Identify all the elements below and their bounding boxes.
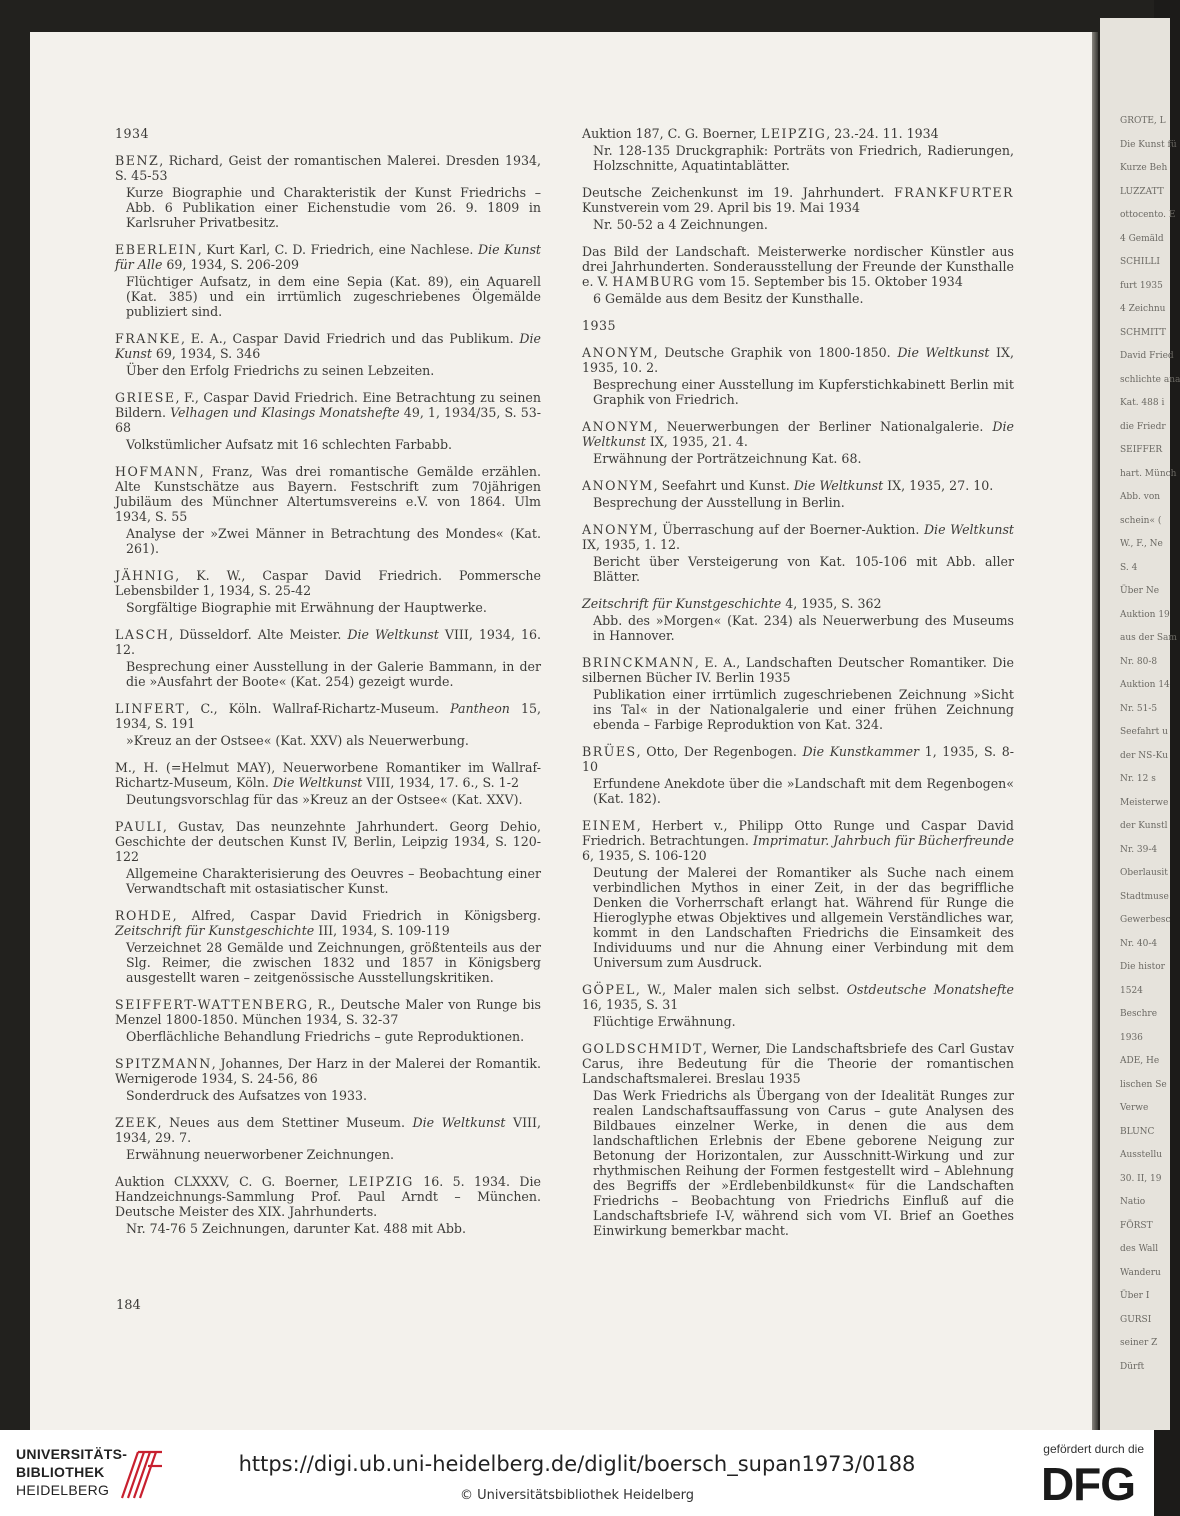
bibliography-entry bbox=[115, 568, 541, 615]
next-page-fragment: Dürft bbox=[1120, 1361, 1145, 1372]
entry-citation-tail: VIII, 1934, 17. 6., S. 1-2 bbox=[362, 775, 519, 790]
entry-citation bbox=[582, 1041, 1014, 1086]
entry-citation bbox=[115, 390, 541, 435]
next-page-fragment: schlichte ana bbox=[1120, 374, 1180, 385]
entry-journal: Die Weltkunst bbox=[582, 419, 1014, 449]
next-page-fragment: Wanderu bbox=[1120, 1267, 1161, 1278]
entry-annotation: Deutung der Malerei der Romantiker als Suche nach einem verbindlichen Mythos in einer Zeit, in der das begriffliche Denken die Vorherrschaft erlangt hat. Während für Runge die Hieroglyphe etwas Objektives und allgemein Verständliches war, kommt in den Landschaften Friedrichs die Einsamkeit des Individuums und nur die Ahnung einer Verbindung mit dem Universum zum Ausdruck. bbox=[593, 865, 1014, 970]
entry-author: HOFMANN bbox=[115, 464, 200, 479]
entry-annotation: Flüchtiger Aufsatz, in dem eine Sepia (Kat. 89), ein Aquarell (Kat. 385) und ein irrtümlich zugeschriebenes Ölgemälde publiziert sind. bbox=[126, 274, 541, 319]
entry-citation-text: Kunstverein vom 29. April bis 19. Mai 1934 bbox=[582, 200, 861, 215]
entry-author: JÄHNIG bbox=[115, 568, 176, 583]
entry-citation bbox=[582, 655, 1014, 685]
entry-author: LEIPZIG bbox=[348, 1174, 414, 1189]
next-page-fragment: Abb. von bbox=[1120, 492, 1161, 502]
next-page-fragment: ottocento. E bbox=[1120, 210, 1176, 220]
next-page-edge bbox=[1100, 18, 1180, 1430]
entry-annotation: Besprechung der Ausstellung in Berlin. bbox=[593, 495, 845, 510]
entry-citation bbox=[582, 419, 1014, 449]
entry-journal: Zeitschrift für Kunstgeschichte bbox=[115, 923, 315, 938]
dfg-logo-icon bbox=[1032, 1458, 1144, 1510]
next-page-fragment: aus der Sam bbox=[1120, 633, 1177, 643]
next-page-fragment: Beschre bbox=[1120, 1009, 1158, 1019]
next-page-fragment: Verwe bbox=[1120, 1103, 1149, 1113]
entry-journal: Imprimatur. Jahrbuch für Bücherfreunde bbox=[752, 833, 1014, 848]
dfg-funding[interactable] bbox=[1024, 1442, 1144, 1508]
next-page-fragment: GROTE, L bbox=[1120, 116, 1166, 126]
bibliography-entry bbox=[115, 390, 541, 452]
library-name-line3: HEIDELBERG bbox=[16, 1482, 110, 1498]
entry-author: SPITZMANN bbox=[115, 1056, 212, 1071]
entry-annotation: Volkstümlicher Aufsatz mit 16 schlechten Farbabb. bbox=[126, 437, 453, 452]
entry-citation-text: , Alfred, Caspar David Friedrich in Königsberg. bbox=[172, 908, 541, 923]
entry-citation-text: , F., Caspar David Friedrich. Eine Betrachtung zu seinen Bildern. bbox=[115, 390, 541, 420]
entry-annotation: »Kreuz an der Ostsee« (Kat. XXV) als Neuerwerbung. bbox=[126, 733, 469, 748]
next-page-fragment: Nr. 40-4 bbox=[1120, 938, 1158, 949]
next-page-fragment: Natio bbox=[1120, 1197, 1146, 1207]
next-page-fragment: Die histor bbox=[1120, 962, 1165, 972]
next-page-fragment: Ausstellu bbox=[1120, 1150, 1163, 1160]
bibliography-entry bbox=[582, 818, 1014, 970]
entry-citation bbox=[582, 185, 1014, 215]
entry-journal: Die Weltkunst bbox=[272, 775, 363, 790]
entry-citation-text: M., H. (=Helmut MAY), Neuerworbene Romantiker im Wallraf-Richartz-Museum, Köln. bbox=[115, 760, 541, 790]
entry-journal: Ostdeutsche Monatshefte bbox=[846, 982, 1014, 997]
entry-citation-text: , Neues aus dem Stettiner Museum. bbox=[157, 1115, 413, 1130]
entry-annotation: Analyse der »Zwei Männer in Betrachtung des Mondes« (Kat. 261). bbox=[126, 526, 541, 556]
next-page-fragment: Nr. 80-8 bbox=[1120, 656, 1158, 667]
entry-citation bbox=[115, 331, 541, 361]
entry-prefix: Auktion 187, C. G. Boerner, bbox=[582, 126, 761, 141]
next-page-fragment: der Kunstl bbox=[1120, 821, 1168, 831]
entry-citation-tail: VIII, 1934, 16. 12. bbox=[115, 627, 541, 657]
entry-author: ANONYM bbox=[582, 478, 654, 493]
entry-citation-text: , Seefahrt und Kunst. bbox=[653, 478, 794, 493]
entry-citation-text: , Herbert v., Philipp Otto Runge und Caspar David Friedrich. Betrachtungen. bbox=[582, 818, 1014, 848]
entry-author: HAMBURG bbox=[612, 274, 696, 289]
entry-citation-tail: VIII, 1934, 29. 7. bbox=[115, 1115, 542, 1145]
bibliography-entry bbox=[582, 1041, 1014, 1238]
entry-citation-tail: 16, 1935, S. 31 bbox=[582, 997, 679, 1012]
entry-author: GOLDSCHMIDT bbox=[582, 1041, 703, 1056]
next-page-fragment: SEIFFER bbox=[1120, 445, 1163, 455]
entry-citation bbox=[582, 744, 1014, 774]
bibliography-entry bbox=[115, 1174, 541, 1236]
entry-author: BRINCKMANN bbox=[582, 655, 695, 670]
entry-citation-text: , Düsseldorf. Alte Meister. bbox=[169, 627, 348, 642]
entry-author: EBERLEIN bbox=[115, 242, 198, 257]
entry-annotation: Nr. 50-52 a 4 Zeichnungen. bbox=[593, 217, 768, 232]
bibliography-entry bbox=[115, 331, 541, 378]
entry-journal: Velhagen und Klasings Monatshefte bbox=[170, 405, 400, 420]
entry-prefix: Deutsche Zeichenkunst im 19. Jahrhundert. bbox=[582, 185, 895, 200]
entry-author: ANONYM bbox=[582, 419, 654, 434]
entry-citation-tail: IX, 1935, 10. 2. bbox=[582, 345, 1015, 375]
entry-journal: Pantheon bbox=[450, 701, 510, 716]
next-page-fragment: SCHMITT bbox=[1120, 327, 1166, 338]
next-page-fragment: Meisterwe bbox=[1120, 797, 1169, 808]
entry-citation bbox=[115, 1174, 541, 1219]
entry-citation-text: , K. W., Caspar David Friedrich. Pommersche Lebensbilder 1, 1934, S. 25-42 bbox=[115, 568, 541, 598]
entry-citation-tail: IX, 1935, 21. 4. bbox=[645, 434, 748, 449]
entry-author: BRÜES bbox=[582, 744, 637, 759]
entry-journal: Die Weltkunst bbox=[347, 627, 439, 642]
entry-annotation: Publikation einer irrtümlich zugeschriebenen Zeichnung »Sicht ins Tal« in der Nationalgalerie und einer frühen Zeichnung ebenda – Farbige Reproduktion von Kat. 324. bbox=[593, 687, 1014, 732]
entry-annotation: Abb. des »Morgen« (Kat. 234) als Neuerwerbung des Museums in Hannover. bbox=[593, 613, 1014, 643]
entry-annotation: Flüchtige Erwähnung. bbox=[593, 1014, 736, 1029]
next-page-fragment: 1524 bbox=[1120, 985, 1143, 996]
page-spine-shadow bbox=[1092, 32, 1098, 1430]
right-entries-1934 bbox=[582, 126, 1014, 306]
entry-journal: Die Kunst für Alle bbox=[115, 242, 541, 272]
entry-citation-tail: 6, 1935, S. 106-120 bbox=[582, 848, 707, 863]
entry-citation bbox=[582, 126, 1014, 141]
year-heading-1934: 1934 bbox=[115, 126, 150, 141]
entry-annotation: Besprechung einer Ausstellung im Kupferstichkabinett Berlin mit Graphik von Friedrich. bbox=[593, 377, 1014, 407]
entry-annotation: Bericht über Versteigerung von Kat. 105-106 mit Abb. aller Blätter. bbox=[593, 554, 1014, 584]
entry-author: FRANKFURTER bbox=[894, 185, 1014, 200]
funded-by-label: gefördert durch die bbox=[1043, 1442, 1144, 1456]
bibliography-entry bbox=[582, 345, 1014, 407]
next-page-fragment: 30. II, 19 bbox=[1120, 1173, 1162, 1184]
next-page-fragment: Auktion 19 bbox=[1120, 609, 1170, 620]
entry-citation-tail: 69, 1934, S. 206-209 bbox=[162, 257, 300, 272]
next-page-fragment: BLUNC bbox=[1120, 1126, 1155, 1137]
next-page-fragment: 1936 bbox=[1120, 1032, 1143, 1043]
bibliography-entry bbox=[582, 185, 1014, 232]
left-column bbox=[115, 126, 541, 1248]
left-entries bbox=[115, 153, 541, 1236]
entry-citation bbox=[582, 982, 1014, 1012]
next-page-fragment: Auktion 14 bbox=[1120, 680, 1170, 690]
entry-citation-tail: 1, 1935, S. 8-10 bbox=[582, 744, 1014, 774]
entry-annotation: Oberflächliche Behandlung Friedrichs – gute Reproduktionen. bbox=[126, 1029, 525, 1044]
next-page-fragment: LUZZATT bbox=[1120, 186, 1164, 197]
next-page-fragment: der NS-Ku bbox=[1120, 750, 1168, 761]
dfg-logo-text: DFG bbox=[1040, 1458, 1136, 1510]
entry-author: GÖPEL bbox=[582, 982, 636, 997]
entry-author: EINEM bbox=[582, 818, 637, 833]
entry-citation-text: , Deutsche Graphik von 1800-1850. bbox=[653, 345, 898, 360]
entry-citation bbox=[115, 464, 541, 524]
entry-annotation: Erwähnung neuerworbener Zeichnungen. bbox=[126, 1147, 394, 1162]
entry-prefix: Das Bild der Landschaft. Meisterwerke nordischer Künstler aus drei Jahrhunderten. Sonderausstellung der Freunde der Kunsthalle e. V. bbox=[582, 244, 1014, 289]
entry-citation-text: , E. A., Landschaften Deutscher Romantiker. Die silbernen Bücher IV. Berlin 1935 bbox=[582, 655, 1014, 685]
right-column bbox=[582, 126, 1014, 1250]
next-page-fragment: Nr. 51-5 bbox=[1120, 703, 1158, 714]
entry-citation bbox=[582, 596, 1014, 611]
next-page-fragment: Kat. 488 i bbox=[1120, 398, 1165, 408]
entry-citation-text: , Otto, Der Regenbogen. bbox=[636, 744, 803, 759]
entry-citation bbox=[115, 242, 541, 272]
bibliography-entry bbox=[582, 419, 1014, 466]
entry-annotation: 6 Gemälde aus dem Besitz der Kunsthalle. bbox=[593, 291, 864, 306]
bibliography-entry bbox=[582, 126, 1014, 173]
entry-author: ROHDE bbox=[115, 908, 173, 923]
entry-citation bbox=[115, 1056, 541, 1086]
right-entries-1935 bbox=[582, 345, 1014, 1238]
entry-citation bbox=[115, 760, 541, 790]
entry-citation-text: , 23.-24. 11. 1934 bbox=[826, 126, 939, 141]
page-number: 184 bbox=[116, 1298, 141, 1313]
bibliography-entry bbox=[115, 819, 541, 896]
entry-author: SEIFFERT-WATTENBERG bbox=[115, 997, 309, 1012]
bibliography-entry bbox=[582, 244, 1014, 306]
bibliography-entry bbox=[115, 242, 541, 319]
entry-citation-tail: 4, 1935, S. 362 bbox=[781, 596, 882, 611]
entry-citation-tail: 15, 1934, S. 191 bbox=[115, 701, 541, 731]
entry-annotation: Sorgfältige Biographie mit Erwähnung der Hauptwerke. bbox=[126, 600, 487, 615]
entry-citation-text: , Werner, Die Landschaftsbriefe des Carl Gustav Carus, ihre Bedeutung für die Theorie der romantischen Landschaftsmalerei. Breslau 1935 bbox=[582, 1041, 1014, 1086]
next-page-fragment: die Friedr bbox=[1120, 421, 1166, 432]
entry-citation-text: , W., Maler malen sich selbst. bbox=[635, 982, 847, 997]
next-page-fragment: lischen Se bbox=[1120, 1079, 1167, 1090]
permalink-url[interactable]: https://digi.ub.uni-heidelberg.de/diglit/boersch_supan1973/0188 bbox=[238, 1452, 916, 1476]
entry-annotation: Erwähnung der Porträtzeichnung Kat. 68. bbox=[593, 451, 862, 466]
entry-citation-text: , Überraschung auf der Boerner-Auktion. bbox=[653, 522, 924, 537]
entry-citation bbox=[582, 522, 1014, 552]
entry-citation-text: , Neuerwerbungen der Berliner Nationalgalerie. bbox=[653, 419, 993, 434]
entry-author: LINFERT bbox=[115, 701, 186, 716]
entry-citation bbox=[115, 627, 541, 657]
next-page-fragment: seiner Z bbox=[1120, 1338, 1158, 1348]
entry-journal: Die Weltkunst bbox=[923, 522, 1014, 537]
bibliography-entry bbox=[115, 627, 541, 689]
entry-citation-text: , R., Deutsche Maler von Runge bis Menzel 1800-1850. München 1934, S. 32-37 bbox=[115, 997, 541, 1027]
entry-author: ANONYM bbox=[582, 522, 654, 537]
viewer-footer bbox=[0, 1430, 1154, 1516]
entry-citation-tail: III, 1934, S. 109-119 bbox=[314, 923, 450, 938]
next-page-fragment: Seefahrt u bbox=[1120, 727, 1168, 737]
next-page-fragment: 4 Gemäld bbox=[1120, 233, 1164, 244]
entry-citation bbox=[582, 345, 1014, 375]
entry-journal: Die Kunst bbox=[115, 331, 541, 361]
entry-annotation: Das Werk Friedrichs als Übergang von der Idealität Runges zur realen Landschaftsauffassung von Carus – gute Analysen des Bildbaues einzelner Werke, in denen die aus dem landschaftlichen Erlebnis der Ebene geborene Neigung zur Betonung der Horizontalen, zur Ausschnitt-Wirkung und zur rhythmischen Reihung der Formen festgestellt wird – Ablehnung des Begriffs der »Erdlebenbildkunst« für die Landschaften Friedrichs – Beobachtung von Friedrichs Einfluß auf die Landschaftsbriefe I-V, während sich vom VI. Brief an Goethes Einwirkung bemerkbar macht. bbox=[593, 1088, 1014, 1238]
entry-prefix: Auktion CLXXXV, C. G. Boerner, bbox=[115, 1174, 349, 1189]
next-page-fragment: schein« ( bbox=[1120, 515, 1162, 526]
next-page-fragment: Oberlausit bbox=[1120, 868, 1168, 878]
bibliography-entry bbox=[582, 522, 1014, 584]
entry-journal: Die Weltkunst bbox=[412, 1115, 506, 1130]
year-heading-1935: 1935 bbox=[582, 318, 617, 333]
entry-citation-text: , Gustav, Das neunzehnte Jahrhundert. Georg Dehio, Geschichte der deutschen Kunst IV, Berlin, Leipzig 1934, S. 120-122 bbox=[115, 819, 541, 864]
entry-annotation: Erfundene Anekdote über die »Landschaft mit dem Regenbogen« (Kat. 182). bbox=[593, 776, 1014, 806]
bibliography-entry bbox=[115, 464, 541, 556]
entry-annotation: Besprechung einer Ausstellung in der Galerie Bammann, in der die »Ausfahrt der Boote« (Kat. 254) gezeigt wurde. bbox=[126, 659, 541, 689]
entry-citation-text: , E. A., Caspar David Friedrich und das Publikum. bbox=[180, 331, 520, 346]
entry-citation bbox=[115, 153, 541, 183]
entry-citation bbox=[115, 701, 541, 731]
entry-citation-text: vom 15. September bis 15. Oktober 1934 bbox=[695, 274, 963, 289]
entry-citation bbox=[115, 997, 541, 1027]
entry-annotation: Nr. 128-135 Druckgraphik: Porträts von Friedrich, Radierungen, Holzschnitte, Aquatintablätter. bbox=[593, 143, 1014, 173]
entry-citation-text: , Franz, Was drei romantische Gemälde erzählen. Alte Kunstschätze aus Bayern. Festschrift zum 70jährigen Jubiläum des Münchner Altertumsvereins e.V. von 1864. Ulm 1934, S. 55 bbox=[115, 464, 541, 524]
entry-annotation: Über den Erfolg Friedrichs zu seinen Lebzeiten. bbox=[126, 363, 435, 378]
entry-citation-text: , C., Köln. Wallraf-Richartz-Museum. bbox=[185, 701, 451, 716]
bibliography-entry bbox=[582, 478, 1014, 510]
entry-journal: Zeitschrift für Kunstgeschichte bbox=[582, 596, 782, 611]
bibliography-entry bbox=[115, 908, 541, 985]
bibliography-entry bbox=[582, 596, 1014, 643]
next-page-fragment: Nr. 12 s bbox=[1120, 774, 1156, 784]
bibliography-entry bbox=[115, 1115, 541, 1162]
entry-author: GRIESE bbox=[115, 390, 176, 405]
bibliography-entry bbox=[115, 997, 541, 1044]
bibliography-entry bbox=[582, 744, 1014, 806]
entry-journal: Die Weltkunst bbox=[793, 478, 884, 493]
entry-author: LASCH bbox=[115, 627, 170, 642]
next-page-fragment: SCHILLI bbox=[1120, 257, 1160, 267]
entry-author: BENZ bbox=[115, 153, 160, 168]
entry-author: ANONYM bbox=[582, 345, 654, 360]
next-page-fragment: des Wall bbox=[1120, 1244, 1159, 1254]
entry-citation bbox=[582, 244, 1014, 289]
next-page-fragment: Nr. 39-4 bbox=[1120, 844, 1158, 855]
entry-annotation: Allgemeine Charakterisierung des Oeuvres – Beobachtung einer Verwandtschaft mit ostasiatischer Kunst. bbox=[126, 866, 541, 896]
next-page-fragment: S. 4 bbox=[1120, 562, 1138, 573]
next-page-fragment: David Fried bbox=[1120, 351, 1174, 361]
next-page-fragment: 4 Zeichnu bbox=[1120, 304, 1166, 314]
next-page-fragment: GURSI bbox=[1120, 1314, 1152, 1325]
entry-annotation: Deutungsvorschlag für das »Kreuz an der Ostsee« (Kat. XXV). bbox=[126, 792, 523, 807]
bibliography-entry bbox=[582, 655, 1014, 732]
bibliography-entry bbox=[582, 982, 1014, 1029]
entry-annotation: Sonderdruck des Aufsatzes von 1933. bbox=[126, 1088, 368, 1103]
entry-journal: Die Weltkunst bbox=[897, 345, 990, 360]
next-page-fragment: Über Ne bbox=[1120, 586, 1160, 596]
entry-citation-tail: 49, 1, 1934/35, S. 53-68 bbox=[115, 405, 542, 435]
library-name-line1: UNIVERSITÄTS- bbox=[16, 1446, 128, 1462]
next-page-fragment: furt 1935 bbox=[1120, 280, 1163, 291]
bibliography-entry bbox=[115, 1056, 541, 1103]
entry-annotation: Kurze Biographie und Charakteristik der Kunst Friedrichs – Abb. 6 Publikation einer Eichenstudie vom 26. 9. 1809 in Karlsruher Privatbesitz. bbox=[126, 185, 541, 230]
entry-journal: Die Kunstkammer bbox=[802, 744, 920, 759]
entry-author: FRANKE bbox=[115, 331, 181, 346]
next-page-fragment: Kurze Beh bbox=[1120, 163, 1168, 173]
entry-citation-text: , Johannes, Der Harz in der Malerei der Romantik. Wernigerode 1934, S. 24-56, 86 bbox=[115, 1056, 541, 1086]
entry-citation bbox=[115, 1115, 541, 1145]
next-page-fragment: FÖRST bbox=[1120, 1220, 1153, 1231]
next-page-fragment: Die Kunst fü bbox=[1120, 139, 1177, 150]
next-page-fragment: Gewerbesc bbox=[1120, 915, 1171, 925]
next-page-fragment: W., F., Ne bbox=[1120, 539, 1163, 549]
entry-citation bbox=[582, 818, 1014, 863]
entry-citation-tail: 69, 1934, S. 346 bbox=[151, 346, 261, 361]
entry-citation-tail: IX, 1935, 27. 10. bbox=[883, 478, 994, 493]
entry-citation bbox=[115, 568, 541, 598]
next-page-fragment: ADE, He bbox=[1120, 1056, 1160, 1066]
entry-citation bbox=[115, 819, 541, 864]
entry-author: PAULI bbox=[115, 819, 163, 834]
next-page-fragment: Stadtmuse bbox=[1120, 891, 1169, 902]
entry-annotation: Verzeichnet 28 Gemälde und Zeichnungen, größtenteils aus der Slg. Reimer, die zwischen 1832 und 1857 in Königsberg ausgestellt waren – zeitgenössische Ausstellungskritiken. bbox=[126, 940, 541, 985]
entry-author: ZEEK bbox=[115, 1115, 158, 1130]
entry-citation bbox=[582, 478, 1014, 493]
entry-citation-text: , Richard, Geist der romantischen Malerei. Dresden 1934, S. 45-53 bbox=[115, 153, 541, 183]
entry-citation-text: 16. 5. 1934. Die Handzeichnungs-Sammlung Prof. Paul Arndt – München. Deutsche Meister des XIX. Jahrhunderts. bbox=[115, 1174, 541, 1219]
copyright-notice: © Universitätsbibliothek Heidelberg bbox=[459, 1488, 694, 1503]
entry-annotation: Nr. 74-76 5 Zeichnungen, darunter Kat. 488 mit Abb. bbox=[126, 1221, 466, 1236]
bibliography-entry bbox=[115, 153, 541, 230]
bibliography-entry bbox=[115, 760, 541, 807]
entry-citation-tail: IX, 1935, 1. 12. bbox=[582, 537, 681, 552]
entry-citation bbox=[115, 908, 541, 938]
library-name-line2: BIBLIOTHEK bbox=[16, 1464, 105, 1480]
entry-citation-text: , Kurt Karl, C. D. Friedrich, eine Nachlese. bbox=[197, 242, 478, 257]
bibliography-entry bbox=[115, 701, 541, 748]
entry-author: LEIPZIG bbox=[761, 126, 827, 141]
next-page-fragment: Über I bbox=[1120, 1291, 1150, 1301]
next-page-fragment: hart. Münch bbox=[1120, 468, 1177, 479]
